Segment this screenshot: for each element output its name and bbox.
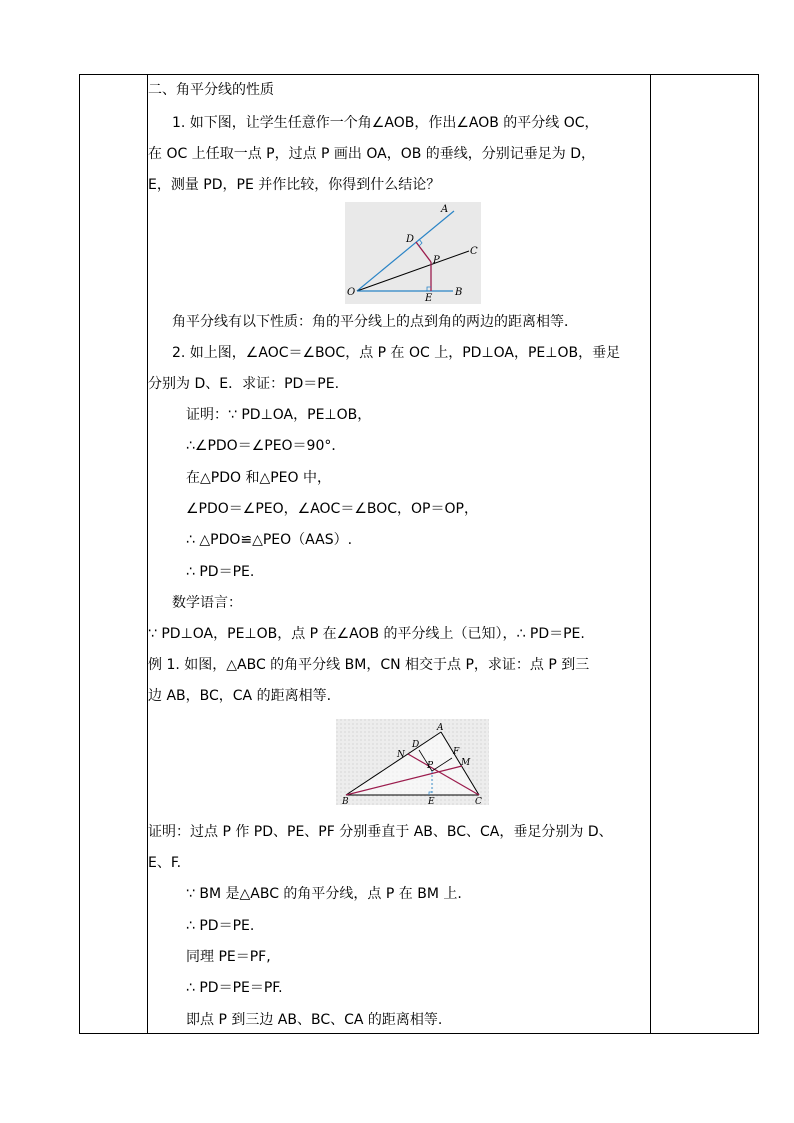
proof-1-step-3: 在△PDO 和△PEO 中， [186,470,331,486]
label-d: D [412,740,420,750]
triangle-bisector-figure [336,719,489,805]
question-2-line-1: 2. 如上图，∠AOC＝∠BOC，点 P 在 OC 上，PD⊥OA，PE⊥OB，垂足 [172,345,621,361]
label-e: E [428,797,435,805]
label-a: A [437,723,444,733]
label-m: M [461,758,471,768]
question-2-line-2: 分别为 D、E．求证：PD＝PE. [148,376,340,392]
proof-2-line-2: E、F. [148,855,182,871]
proof-1-step-5: ∴ △PDO≌△PEO（AAS）. [186,532,353,548]
proof-1-step-1: 证明：∵ PD⊥OA，PE⊥OB， [186,407,372,423]
proof-1-step-2: ∴∠PDO＝∠PEO＝90°． [186,438,346,454]
label-o: O [347,287,356,298]
label-f: F [453,747,460,757]
example-1-line-2: 边 AB，BC，CA 的距离相等. [148,688,332,704]
proof-2-step-3: 同理 PE＝PF, [186,949,271,965]
label-c: C [475,797,482,805]
property-statement: 角平分线有以下性质：角的平分线上的点到角的两边的距离相等． [172,314,578,330]
proof-2-step-4: ∴ PD＝PE＝PF. [186,980,283,996]
proof-2-step-5: 即点 P 到三边 AB、BC、CA 的距离相等. [186,1012,443,1028]
label-e: E [425,293,433,304]
triangle-bisector-diagram [336,719,489,805]
example-1-line-1: 例 1. 如图，△ABC 的角平分线 BM，CN 相交于点 P，求证：点 P 到三 [148,657,590,673]
angle-bisector-diagram [345,202,481,304]
section-title: 二、角平分线的性质 [148,82,274,98]
proof-2-line-1: 证明：过点 P 作 PD、PE、PF 分别垂直于 AB、BC、CA，垂足分别为 D、 [148,824,613,840]
label-d: D [406,234,415,245]
label-c: C [470,246,478,257]
label-a: A [441,204,449,215]
proof-2-step-2: ∴ PD＝PE. [186,918,255,934]
table-left-column-divider [147,75,148,1033]
math-language-statement: ∵ PD⊥OA，PE⊥OB，点 P 在∠AOB 的平分线上（已知），∴ PD＝PE. [148,626,585,642]
label-p: P [427,761,434,771]
angle-bisector-figure [345,202,481,304]
proof-1-step-6: ∴ PD＝PE. [186,564,255,580]
question-1-line-3: E，测量 PD，PE 并作比较，你得到什么结论？ [148,177,441,193]
question-1-line-1: 1. 如下图，让学生任意作一个角∠AOB，作出∠AOB 的平分线 OC， [172,115,599,131]
proof-1-step-4: ∠PDO＝∠PEO，∠AOC＝∠BOC，OP＝OP， [186,501,478,517]
label-n: N [397,750,405,760]
proof-2-step-1: ∵ BM 是△ABC 的角平分线，点 P 在 BM 上. [186,886,462,902]
label-b: B [342,797,349,805]
question-1-line-2: 在 OC 上任取一点 P，过点 P 画出 OA，OB 的垂线，分别记垂足为 D， [148,146,596,162]
label-p: P [433,255,440,266]
table-right-column-divider [650,75,651,1033]
label-b: B [455,287,463,298]
math-language-label: 数学语言： [172,595,242,611]
